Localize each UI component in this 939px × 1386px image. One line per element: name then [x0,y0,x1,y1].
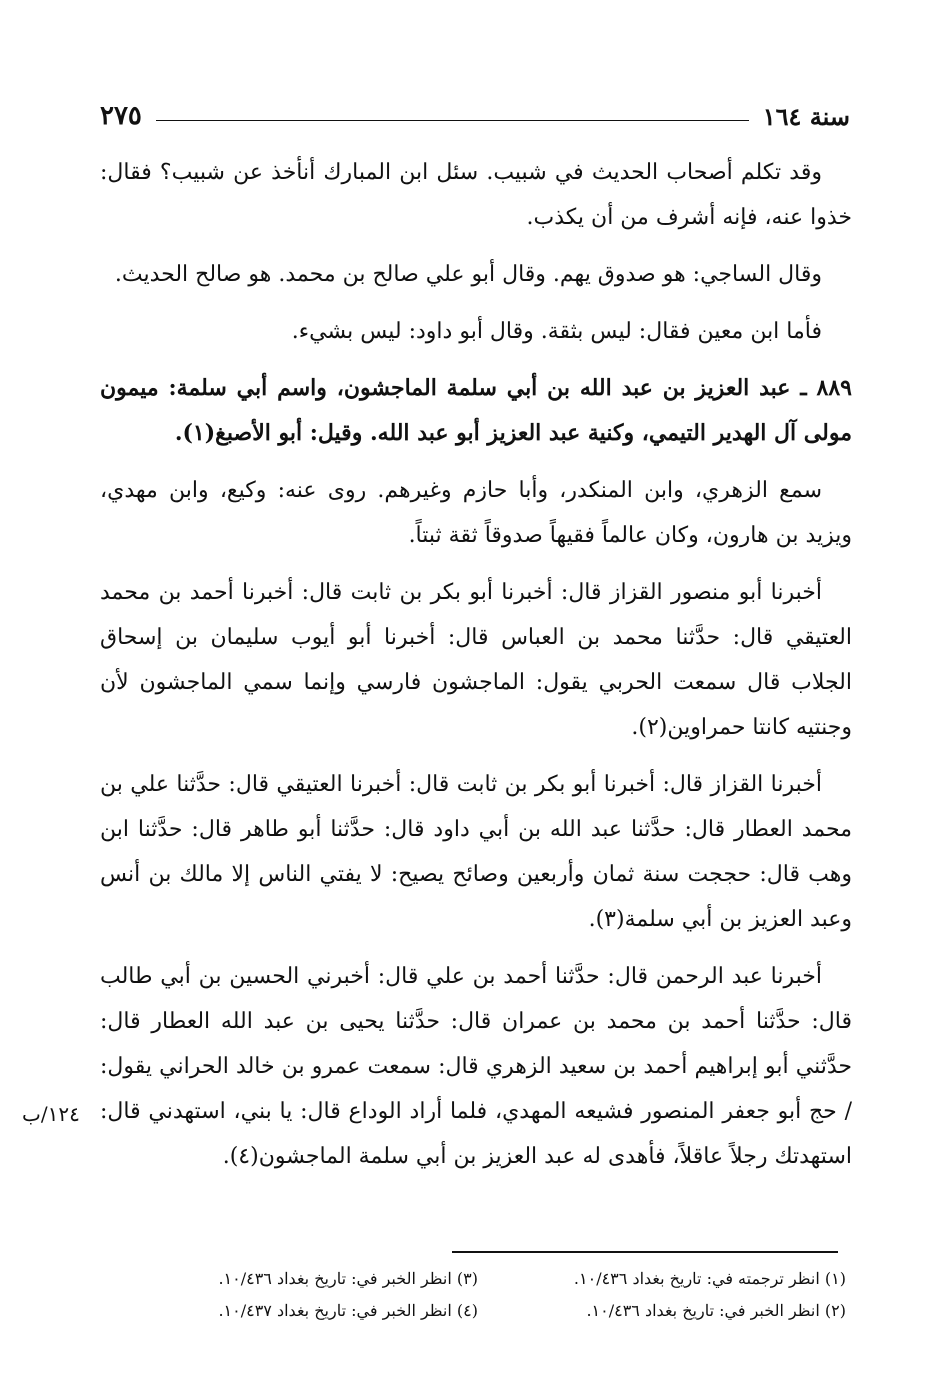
paragraph: أخبرنا أبو منصور القزاز قال: أخبرنا أبو بكر بن ثابت قال: أخبرنا أحمد بن محمد العتيقي قال: حدَّثنا محمد بن العباس قال: أخبرنا أبو أيوب سليمان بن إسحاق الجلاب قال سمعت الحربي يقول: الماجشون فارسي وإنما سمي الماجشون لأن وجنتيه كانتا حمراوين(٢). [100,580,852,740]
running-title: سنة ١٦٤ [762,101,850,131]
paragraph: سمع الزهري، وابن المنكدر، وأبا حازم وغيرهم. روى عنه: وكيع، وابن مهدي، ويزيد بن هارون، وكان عالماً فقيهاً صدوقاً ثقة ثبتاً. [100,478,852,548]
footnote-separator [452,1251,838,1253]
page-number: ٢٧٥ [100,101,142,131]
manuscript-folio-note: ١٢٤/ب [22,1102,80,1126]
footnote: (١) انظر ترجمته في: تاريخ بغداد ١٠/٤٣٦. [573,1269,846,1288]
header-rule [156,120,749,121]
footnote: (٤) انظر الخبر في: تاريخ بغداد ١٠/٤٣٧. [218,1301,478,1320]
footnote: (٣) انظر الخبر في: تاريخ بغداد ١٠/٤٣٦. [218,1269,478,1288]
paragraph: أخبرنا القزاز قال: أخبرنا أبو بكر بن ثابت قال: أخبرنا العتيقي قال: حدَّثنا علي بن محمد العطار قال: حدَّثنا عبد الله بن أبي داود قال: حدَّثنا أبو طاهر قال: حدَّثنا ابن وهب قال: حججت سنة ثمان وأربعين وصائح يصيح: لا يفتي الناس إلا مالك بن أنس وعبد العزيز بن أبي سلمة(٣). [100,772,852,932]
footnotes [140,1266,846,1324]
main-text [100,150,852,1191]
paragraph: أخبرنا عبد الرحمن قال: حدَّثنا أحمد بن علي قال: أخبرني الحسين بن أبي طالب قال: حدَّثنا أحمد بن محمد بن عمران قال: حدَّثنا يحيى بن عبد الله العطار قال: حدَّثني أبو إبراهيم أحمد بن سعيد الزهري قال: سمعت عمرو بن خالد الحراني يقول: / حج أبو جعفر المنصور فشيعه المهدي، فلما أراد الوداع قال: يا بني، استهدني قال: استهدتك رجلاً عاقلاً، فأهدى له عبد العزيز بن أبي سلمة الماجشون(٤). [100,964,852,1169]
entry-text: عبد العزيز بن عبد الله بن أبي سلمة الماجشون، واسم أبي سلمة: ميمون مولى آل الهدير التيمي، وكنية عبد العزيز أبو عبد الله. وقيل: أبو الأصبغ(١). [100,375,852,446]
page-header [100,96,850,136]
paragraph: وقد تكلم أصحاب الحديث في شبيب. سئل ابن المبارك أنأخذ عن شبيب؟ فقال: خذوا عنه، فإنه أشرف من أن يكذب. [100,160,852,230]
paragraph: وقال الساجي: هو صدوق يهم. وقال أبو علي صالح بن محمد. هو صالح الحديث. [114,262,822,287]
footnote: (٢) انظر الخبر في: تاريخ بغداد ١٠/٤٣٦. [586,1301,846,1320]
biography-entry-heading [100,366,852,456]
paragraph: فأما ابن معين فقال: ليس بثقة. وقال أبو داود: ليس بشيء. [291,319,822,344]
entry-number: ٨٨٩ ـ [800,375,852,401]
